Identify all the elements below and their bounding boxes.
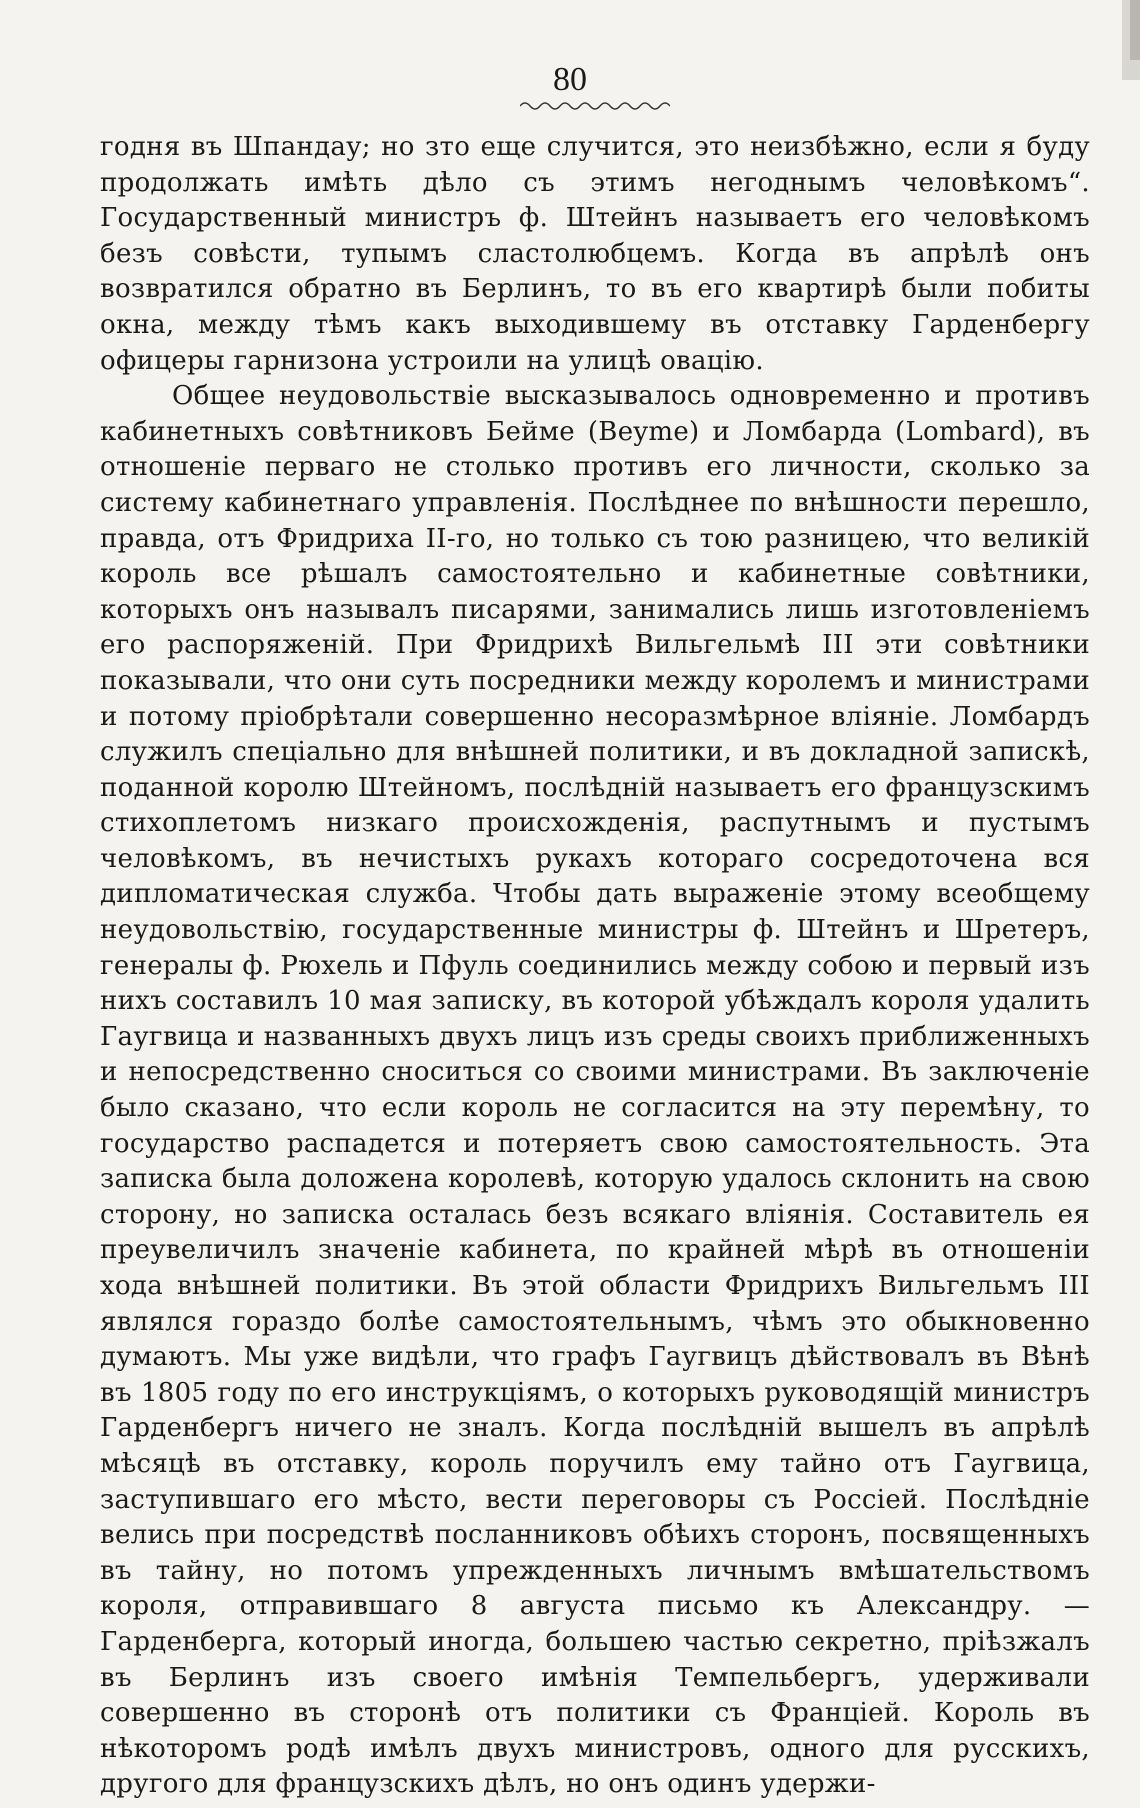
text-body: [100, 130, 1090, 1803]
wavy-ornament-icon: [520, 100, 670, 112]
paragraph: годня въ Шпандау; но зто еще случится, это неизбѣжно, если я буду продолжать имѣть дѣло съ этимъ негоднымъ человѣкомъ“. Государственный министръ ф. Штейнъ называетъ его человѣкомъ безъ совѣсти, тупымъ сластолюбцемъ. Когда въ апрѣлѣ онъ возвратился обратно въ Берлинъ, то въ его квартирѣ были побиты окна, между тѣмъ какъ выходившему въ отставку Гарденбергу офицеры гарнизона устроили на улицѣ овацію.: [100, 132, 1090, 376]
paragraph: Общее неудовольствіе высказывалось одновременно и противъ кабинетныхъ совѣтниковъ Бейме (Beyme) и Ломбарда (Lombard), въ отношеніе перваго не столько противъ его личности, сколько за систему кабинетнаго управленія. Послѣднее по внѣшности перешло, правда, отъ Фридриха II-го, но только съ тою разницею, что великій король все рѣшалъ самостоятельно и кабинетные совѣтники, которыхъ онъ называлъ писарями, занимались лишь изготовленіемъ его распоряженій. При Фридрихѣ Вильгельмѣ III эти совѣтники показывали, что они суть посредники между королемъ и министрами и потому пріобрѣтали совершенно несоразмѣрное вліяніе. Ломбардъ служилъ спеціально для внѣшней политики, и въ докладной запискѣ, поданной королю Штейномъ, послѣдній называетъ его французскимъ стихоплетомъ низкаго происхожденія, распутнымъ и пустымъ человѣкомъ, въ нечистыхъ рукахъ котораго сосредоточена вся дипломатическая служба. Чтобы дать выраженіе этому всеобщему неудовольствію, государственные министры ф. Штейнъ и Шретеръ, генералы ф. Рюхель и Пфуль соединились между собою и первый изъ нихъ составилъ 10 мая записку, въ которой убѣждалъ короля удалить Гаугвица и названныхъ двухъ лицъ изъ среды своихъ приближенныхъ и непосредственно сноситься со своими министрами. Въ заключеніе было сказано, что если король не согласится на эту перемѣну, то государство распадется и потеряетъ свою самостоятельность. Эта записка была доложена королевѣ, которую удалось склонить на свою сторону, но записка осталась безъ всякаго вліянія. Составитель ея преувеличилъ значеніе кабинета, по крайней мѣрѣ въ отношеніи хода внѣшней политики. Въ этой области Фридрихъ Вильгельмъ III являлся гораздо болѣе самостоятельнымъ, чѣмъ это обыкновенно думаютъ. Мы уже видѣли, что графъ Гаугвицъ дѣйствовалъ въ Вѣнѣ въ 1805 году по его инструкціямъ, о которыхъ руководящій министръ Гарденбергъ ничего не зналъ. Когда послѣдній вышелъ въ апрѣлѣ мѣсяцѣ въ отставку, король поручилъ ему тайно отъ Гаугвица, заступившаго его мѣсто, вести переговоры съ Россіей. Послѣдніе велись при посредствѣ посланниковъ обѣихъ сторонъ, посвященныхъ въ тайну, но потомъ упрежденныхъ личнымъ вмѣшательствомъ короля, отправившаго 8 августа письмо къ Александру. — Гарденберга, который иногда, большею частью секретно, пріѣзжалъ въ Берлинъ изъ своего имѣнія Темпельбергъ, удерживали совершенно въ сторонѣ отъ политики съ Франціей. Король въ нѣкоторомъ родѣ имѣлъ двухъ министровъ, одного для русскихъ, другого для французскихъ дѣлъ, но онъ одинъ удержи-: [100, 381, 1090, 1800]
page-number: 80: [553, 61, 587, 98]
